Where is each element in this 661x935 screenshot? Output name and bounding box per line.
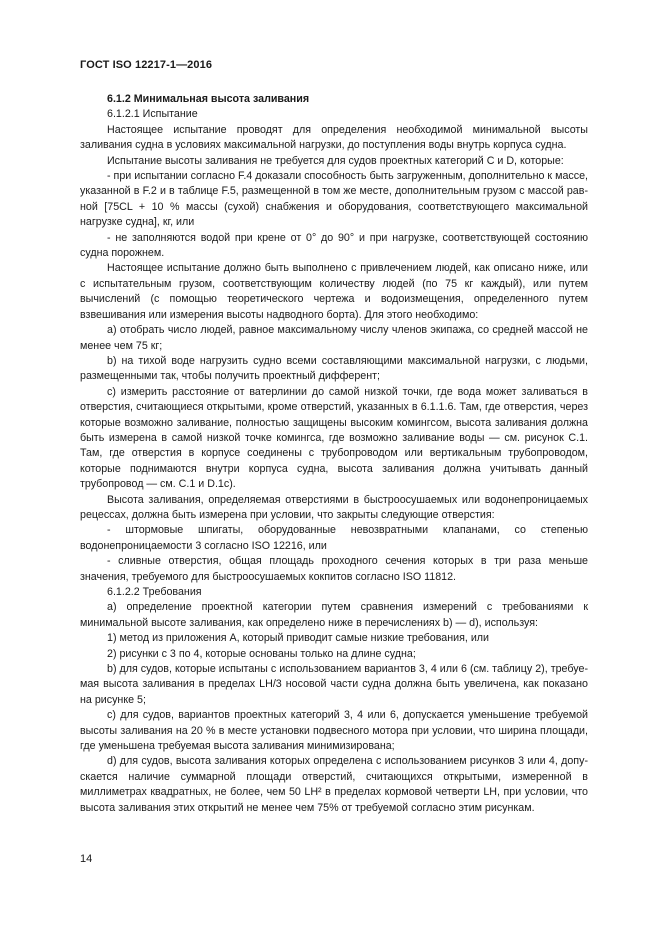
list-item: c) измерить расстояние от ватерлинии до самой низкой точки, где вода может заливаться в отверстия, считающиеся открытыми, кроме отверстий, указанных в 6.1.1.6. Там, где отверстия, через которые возможно заливание, полностью защищены высоким комингсом, высота заливания должна быть измерена в самой низкой точке комингса, где возможно заливание воды — см. рисунок С.1. Там, где отверстия в корпусе соединены с трубопроводом или вертикальным трубопроводом, которые поднимаются внутри корпуса судна, высота заливания должна учитывать данный трубопровод — см. С.1 и D.1c). <box>80 385 588 491</box>
list-item: a) определение проектной категории путем сравнения измерений с требованиями к минимальной высоте заливания, как определено ниже в перечислениях b) — d), используя: <box>80 601 588 629</box>
list-item: b) для судов, которые испытаны с использованием вариантов 3, 4 или 6 (см. таблицу 2), требуемая высота заливания в пределах LH/3 носовой части судна должна быть увеличена, как показано на рисунке 5; <box>80 663 588 706</box>
section-heading: 6.1.2 Минимальная высота заливания <box>107 93 310 105</box>
list-item: c) для судов, вариантов проектных категорий 3, 4 или 6, допускается уменьшение требуемой высоты заливания на 20 % в месте установки подвесного мотора при условии, что ширина площади, где уменьшена требуемая высота заливания минимизирована; <box>80 709 588 753</box>
body-text <box>80 92 588 816</box>
list-item: b) на тихой воде нагрузить судно всеми составляющими максимальной нагрузки, с людьми, размещенными так, чтобы получить проектный дифферент; <box>80 354 588 383</box>
list-item: - не заполняются водой при крене от 0° до 90° и при нагрузке, соответствующей состоянию судна порожнем. <box>80 231 588 260</box>
list-item: 2) рисунки с 3 по 4, которые основаны только на длине судна; <box>107 647 416 660</box>
paragraph: Настоящее испытание должно быть выполнено с привлечением людей, как описано ниже, или с испытательным грузом, соответствующим количеству людей (по 75 кг каждый), или путем вычислений (с помощью теоретического чертежа и водоизмещения, определенного путем взвешивания или измерения высоты надводного борта). Для этого необходимо: <box>80 262 588 321</box>
paragraph: Испытание высоты заливания не требуется для судов проектных категорий С и D, которые: <box>107 154 564 167</box>
list-item: - сливные отверстия, общая площадь проходного сечения которых в три раза меньше значения, требуемого для быстроосушаемых кокпитов согласно ISO 11812. <box>80 555 588 583</box>
list-item: - при испытании согласно F.4 доказали способность быть загруженным, дополнительно к массе, указанной в F.2 и в таблице F.5, размещенной в том же месте, дополнительным грузом с массой равной [75CL + 10 % массы (сухой) снабжения и оборудования, соответствующего максимальной нагрузке судна], кг, или <box>80 170 588 229</box>
paragraph: Высота заливания, определяемая отверстиями в быстроосушаемых или водонепроницаемых рецессах, должна быть измерена при условии, что закрыты следующие отверстия: <box>80 493 588 521</box>
list-item: a) отобрать число людей, равное максимальному числу членов экипажа, со средней массой не менее чем 75 кг; <box>80 324 588 352</box>
subsection-heading: 6.1.2.2 Требования <box>107 586 202 598</box>
paragraph: Настоящее испытание проводят для определения необходимой минимальной высоты заливания судна в условиях максимальной нагрузки, до поступления воды внутрь корпуса судна. <box>80 123 588 152</box>
list-item: - штормовые шпигаты, оборудованные невозвратными клапанами, со степенью водонепроницаемости 3 согласно ISO 12216, или <box>80 524 588 552</box>
subsection-heading: 6.1.2.1 Испытание <box>107 108 198 121</box>
list-item: 1) метод из приложения А, который приводит самые низкие требования, или <box>107 632 489 645</box>
document-header: ГОСТ ISO 12217-1—2016 <box>80 59 213 71</box>
page-number: 14 <box>80 853 93 865</box>
list-item: d) для судов, высота заливания которых определена с использованием рисунков 3 или 4, допускается наличие суммарной площади отверстий, считающихся открытыми, измеренной в миллиметрах квадратных, не более, чем 50 LH² в пределах кормовой четверти LH, при условии, что высота заливания этих открытий не менее чем 75% от требуемой согласно этим рисункам. <box>80 755 588 814</box>
